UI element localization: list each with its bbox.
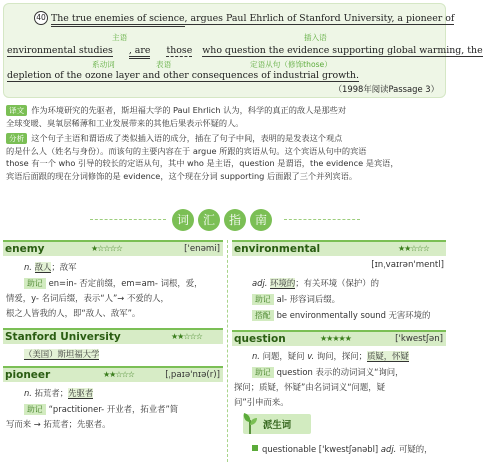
vocab-word: enemy (5, 243, 45, 255)
section-title-line-left (90, 219, 166, 220)
vocab-enemy-note: 助记 en=in- 否定前缀，em=am- 词根，爱， (24, 276, 202, 291)
label-subject: 主语 (112, 33, 128, 42)
derived-heading-label: 派生词 (263, 420, 292, 431)
sentence-subject: The true enemies of science (51, 13, 185, 27)
section-title-line-right (284, 219, 360, 220)
analysis-line-2: 的是什么人（姓名与身份）。而该句的主要内容在于 argue 所跟的宾语从句。这个宾语从句中的宾语 (6, 145, 367, 156)
section-title (172, 209, 272, 231)
difficulty-stars: ★★☆☆☆ (398, 244, 429, 253)
vocab-word: Stanford University (5, 331, 121, 343)
label-parenthesis: 插入语 (304, 33, 327, 42)
sentence-line-3 (7, 70, 359, 82)
vocab-enemy-header (3, 240, 223, 256)
mnemonic-tag: 助记 (252, 367, 274, 378)
vocab-pioneer-header (3, 366, 223, 382)
vocab-word: question (234, 333, 286, 345)
translation-line-1: 译文 作为环境研究的先驱者，斯坦福大学的 Paul Ehrlich 认为，科学的真正的敌人是那些对 (6, 104, 443, 117)
vocab-word: pioneer (5, 369, 51, 381)
sentence-subject-cont: environmental studies (7, 45, 113, 56)
vocab-question-note-line: 问”引申而来。 (234, 397, 289, 407)
analysis-line-4: 宾语后面跟的现在分词修饰的是 evidence，这个现在分词 supporting 后面跟了三个并列宾语。 (6, 170, 358, 181)
column-divider (227, 240, 228, 462)
analysis-tag: 分析 (6, 133, 27, 144)
sentence-predicative: those (166, 45, 193, 56)
sentence-attributive-clause: who question the evidence supporting global warming, the (202, 45, 483, 56)
vocab-question-note: 助记 question 表示的动词词义“询问， (252, 365, 404, 380)
phonetic: ['kwestʃən] (395, 334, 443, 344)
vocab-word: environmental (234, 243, 321, 255)
sentence-line-2 (7, 45, 483, 57)
sentence-linking-verb: , are (129, 45, 151, 59)
vocab-enemy-meaning: n. 敌人；敌军 (24, 262, 77, 272)
phonetic: [ˌpaɪə'nɪə(r)] (165, 370, 220, 380)
vocab-question-meaning: n. 问题，疑问 v. 询问，探问；质疑，怀疑 (252, 351, 409, 361)
sentence-source: （1998年阅读Passage 3） (333, 84, 439, 94)
sentence-line-1 (34, 11, 454, 25)
analysis-paragraph (6, 132, 443, 182)
difficulty-stars: ★★★★★ (320, 334, 351, 343)
difficulty-stars: ★★☆☆☆ (103, 370, 134, 379)
vocab-environmental-header (232, 240, 446, 256)
label-predicative: 表语 (156, 60, 172, 69)
vocab-pioneer-note: 助记 “practitioner- 开业者，拓业者”简 (24, 402, 178, 417)
vocab-environmental-collocation: 搭配 be environmentally sound 无害环境的 (252, 308, 430, 323)
vocab-environmental-meaning: adj. 环境的；有关环境（保护）的 (252, 278, 379, 288)
vocab-enemy-note-line: 根之人皆我的人，即“敌人、敌军”。 (6, 308, 141, 318)
vocab-question-header (232, 330, 446, 346)
section-title-char: 指 (224, 209, 246, 231)
sentence-attributive-clause-cont: depletion of the ozone layer and other consequences of industrial growth. (7, 70, 359, 81)
vocab-stanford-header (3, 328, 223, 344)
sentence-box (3, 3, 483, 98)
vocab-question-note-line: 探问；质疑，怀疑”由名词词义“问题，疑 (234, 382, 386, 392)
vocab-environmental-note: 助记 al- 形容词后缀。 (252, 292, 340, 307)
derived-words-heading (243, 414, 311, 434)
section-title-char: 汇 (198, 209, 220, 231)
mnemonic-tag: 助记 (24, 278, 46, 289)
translation-tag: 译文 (6, 105, 27, 116)
translation-paragraph (6, 104, 443, 129)
section-title-char: 南 (250, 209, 272, 231)
mnemonic-tag: 助记 (24, 404, 46, 415)
derived-word-entry: questionable ['kwestʃənəbl] adj. 可疑的， (252, 442, 432, 457)
vocab-stanford-meaning: （美国）斯坦福大学 (24, 349, 100, 359)
mnemonic-tag: 助记 (252, 294, 274, 305)
vocab-enemy-note-line: 情爱，y- 名词后缀，表示“人”→ 不爱的人， (6, 293, 169, 303)
label-linking-verb: 系动词 (92, 60, 115, 69)
translation-line-2: 全球变暖、臭氧层稀薄和工业发展带来的其他后果表示怀疑的人。 (6, 117, 244, 128)
label-attributive-clause: 定语从句（修饰those） (250, 60, 332, 69)
analysis-line-1: 分析 这个句子主语和谓语成了类似插入语的成分，插在了句子中间，表明的是发表这个观点 (6, 132, 443, 145)
sentence-number-badge: 40 (34, 11, 48, 25)
plant-sprout-icon (243, 412, 258, 434)
difficulty-stars: ★★☆☆☆ (171, 332, 202, 341)
phonetic: ['enəmi] (184, 244, 220, 254)
phonetic: [ɪnˌvaɪrən'mentl] (371, 260, 444, 270)
collocation-tag: 搭配 (252, 310, 274, 321)
bullet-square-icon (252, 445, 258, 451)
sentence-parenthesis: , argues Paul Ehrlich of Stanford University, a pioneer of (184, 13, 455, 24)
vocab-pioneer-note-line: 写而来 → 拓荒者；先驱者。 (6, 419, 111, 429)
analysis-line-3: those 有一个 who 引导的较长的定语从句，其中 who 是主语，question 是谓语，the evidence 是宾语， (6, 158, 399, 169)
vocab-pioneer-meaning: n. 拓荒者；先驱者 (24, 388, 94, 398)
section-title-char: 词 (172, 209, 194, 231)
difficulty-stars: ★☆☆☆☆ (91, 244, 122, 253)
